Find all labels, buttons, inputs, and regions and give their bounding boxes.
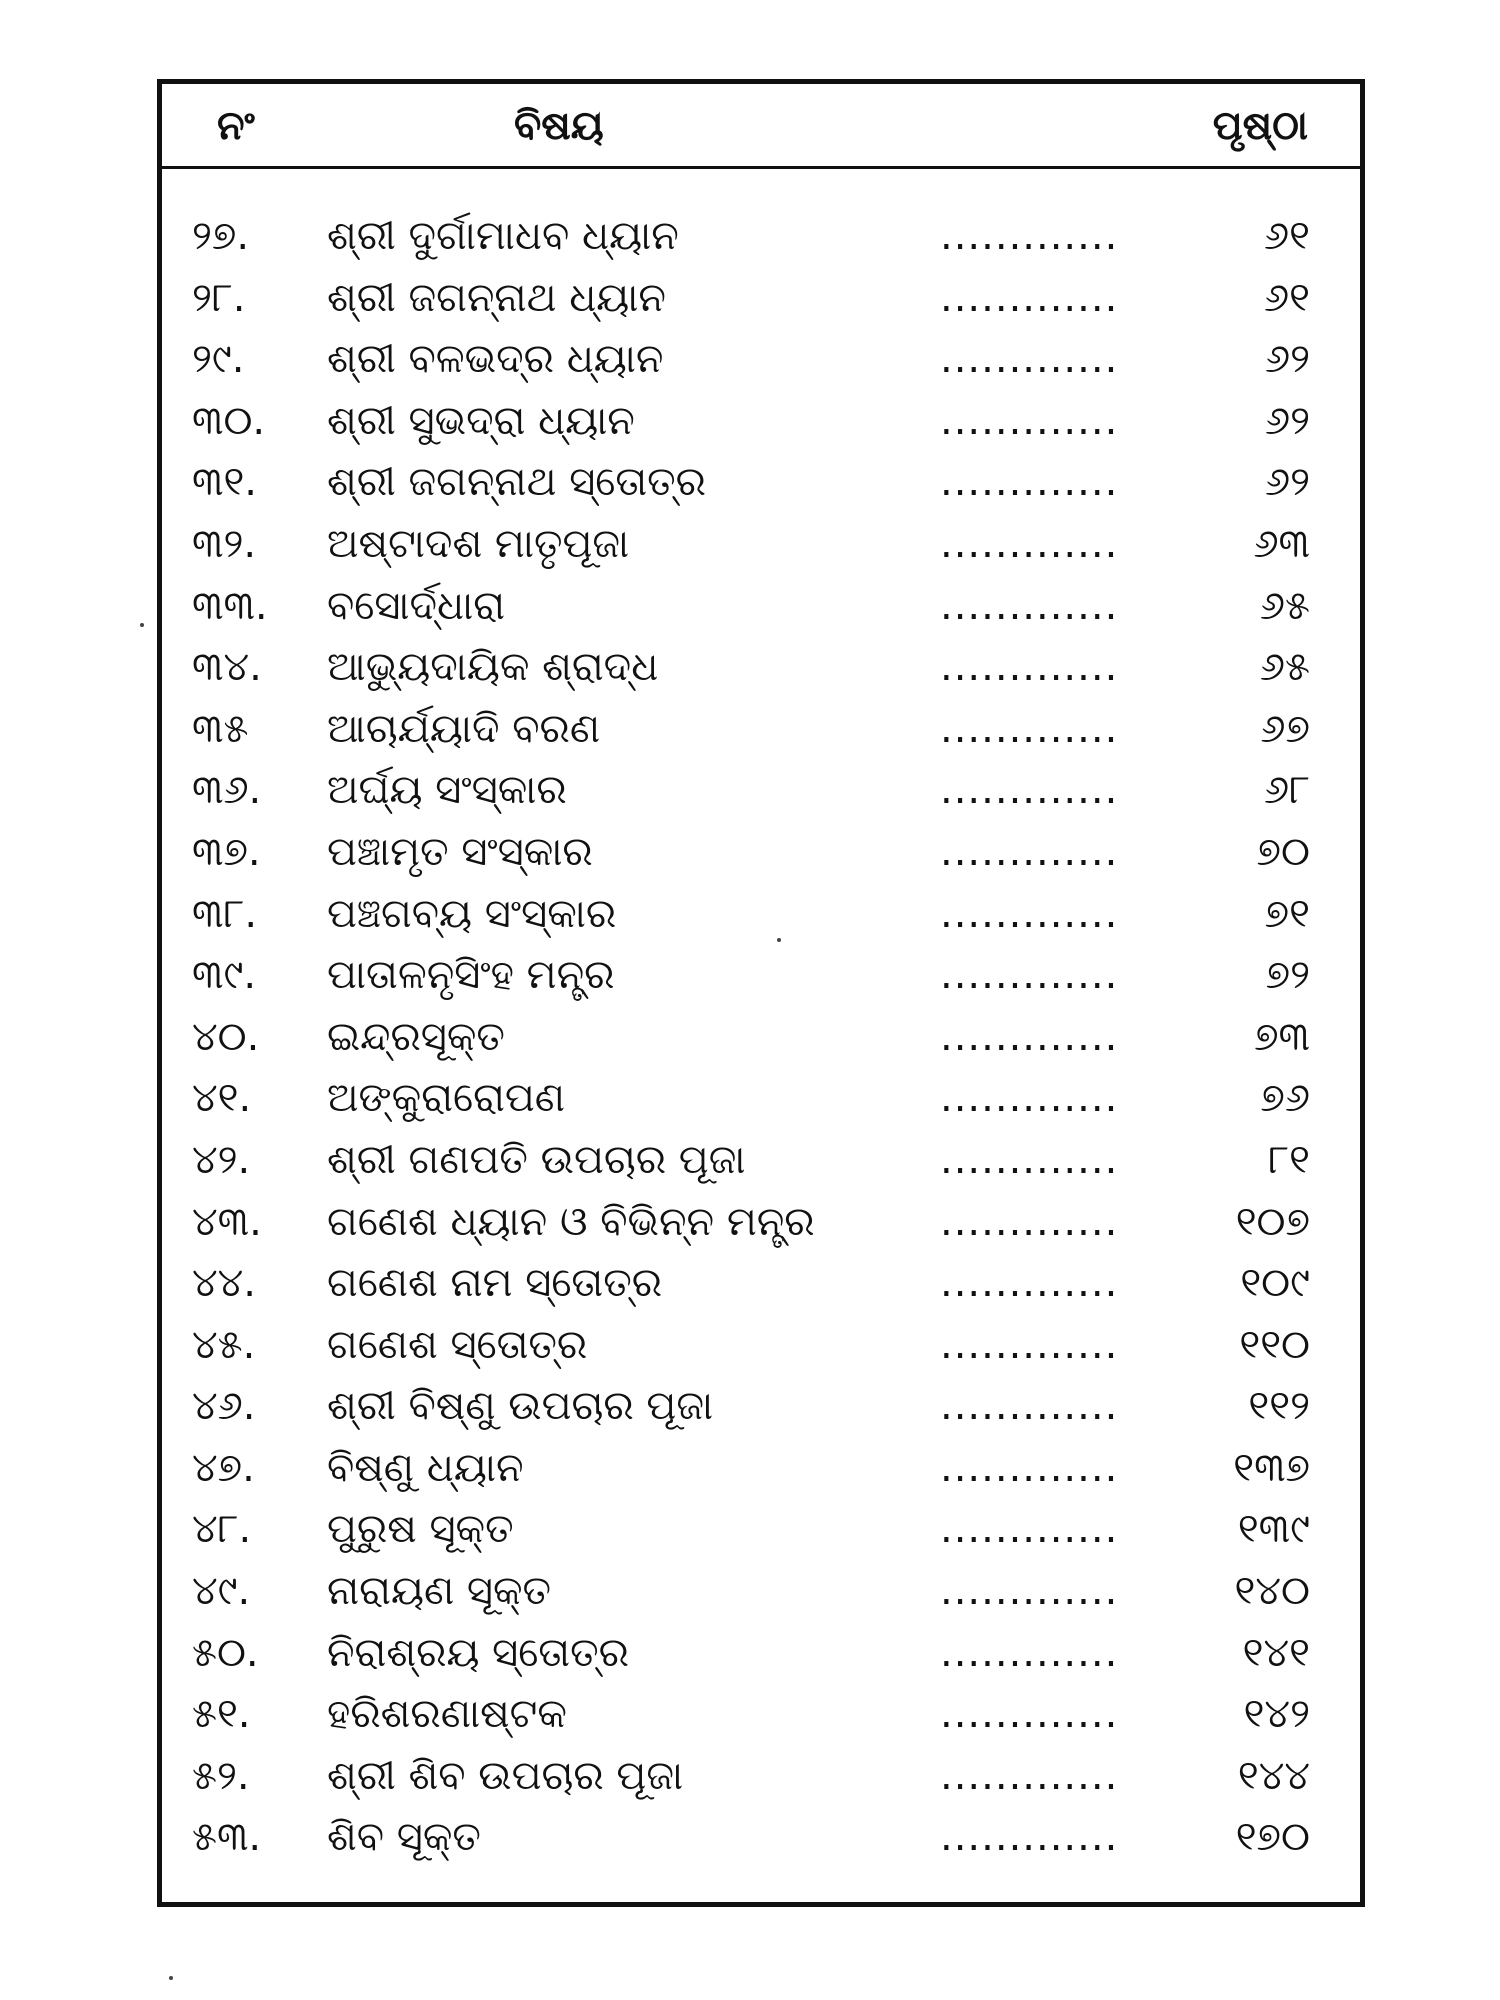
entry-number: ୩୪. (192, 644, 262, 691)
dot-leader: ............. (940, 1568, 1119, 1615)
entry-page: ୬୫ (1259, 644, 1310, 691)
entry-number: ୩୯. (192, 952, 257, 999)
entry-number: ୪୨. (192, 1136, 251, 1183)
dot-leader: ............. (940, 582, 1119, 629)
entry-page: ୬୧ (1264, 274, 1310, 321)
print-speck (777, 938, 781, 942)
entry-topic: ଗଣେଶ ଧ୍ୟାନ ଓ ବିଭିନ୍ନ ମନ୍ତ୍ର (327, 1198, 815, 1245)
entry-number: ୨୯. (192, 336, 245, 383)
contents-row (162, 329, 1360, 391)
entry-topic: ଆଚାର୍ଯ୍ୟାଦି ବରଣ (327, 705, 601, 752)
entry-topic: ନିରାଶ୍ରୟ ସ୍ତୋତ୍ର (327, 1629, 629, 1676)
dot-leader: ............. (940, 459, 1119, 506)
entry-number: ୪୪. (192, 1260, 256, 1307)
contents-row (162, 576, 1360, 638)
dot-leader: ............. (940, 1260, 1119, 1307)
entry-page: ୭୧ (1264, 890, 1310, 937)
contents-row (162, 1561, 1360, 1623)
entry-topic: ଶ୍ରୀ ବଳଭଦ୍ର ଧ୍ୟାନ (327, 336, 664, 383)
entry-number: ୪୦. (192, 1013, 260, 1060)
table-header (162, 84, 1360, 169)
dot-leader: ............. (940, 767, 1119, 814)
contents-row (162, 1192, 1360, 1254)
dot-leader: ............. (940, 644, 1119, 691)
entry-page: ୬୨ (1264, 336, 1310, 383)
entry-number: ୫୩. (192, 1814, 262, 1861)
entry-page: ୮୧ (1268, 1136, 1310, 1183)
contents-row (162, 1253, 1360, 1315)
entry-topic: ଅଙ୍କୁରାରୋପଣ (327, 1075, 566, 1122)
dot-leader: ............. (940, 828, 1119, 875)
entry-page: ୧୪୦ (1234, 1568, 1310, 1615)
entry-topic: ଅଷ୍ଟାଦଶ ମାତୃପୂଜା (327, 520, 630, 567)
entry-topic: ଶ୍ରୀ ବିଷ୍ଣୁ ଉପଚାର ପୂଜା (327, 1383, 714, 1430)
entry-page: ୭୬ (1260, 1075, 1310, 1122)
entry-topic: ଗଣେଶ ନାମ ସ୍ତୋତ୍ର (327, 1260, 663, 1307)
contents-row (162, 452, 1360, 514)
entry-topic: ଗଣେଶ ସ୍ତୋତ୍ର (327, 1321, 588, 1368)
entry-topic: ଅର୍ଘ୍ୟ ସଂସ୍କାର (327, 767, 567, 814)
entry-number: ୫୨. (192, 1752, 250, 1799)
entry-page: ୧୩୭ (1233, 1444, 1310, 1491)
entry-page: ୬୧ (1264, 213, 1310, 259)
entry-topic: ଶ୍ରୀ ଜଗନ୍ନାଥ ସ୍ତୋତ୍ର (327, 459, 706, 506)
entry-topic: ଶ୍ରୀ ସୁଭଦ୍ରା ଧ୍ୟାନ (327, 397, 635, 444)
dot-leader: ............. (940, 705, 1119, 752)
entry-number: ୨୮. (192, 274, 246, 321)
entry-number: ୫୦. (192, 1629, 259, 1676)
entry-topic: ପୁରୁଷ ସୂକ୍ତ (327, 1506, 514, 1553)
dot-leader: ............. (940, 890, 1119, 937)
entry-page: ୬୮ (1264, 767, 1310, 814)
header-topic: ବିଷୟ (514, 103, 604, 149)
dot-leader: ............. (940, 1321, 1119, 1368)
dot-leader: ............. (940, 1013, 1119, 1060)
header-number: ନଂ (217, 103, 255, 149)
contents-row (162, 1623, 1360, 1685)
contents-row (162, 1684, 1360, 1746)
entry-page: ୧୧୨ (1248, 1383, 1310, 1430)
entry-topic: ଆଭ୍ୟୁଦାୟିକ ଶ୍ରାଦ୍ଧ (327, 644, 659, 691)
contents-row (162, 884, 1360, 946)
contents-row (162, 760, 1360, 822)
dot-leader: ............. (940, 1506, 1119, 1553)
entry-topic: ପାତାଳନୃସିଂହ ମନ୍ତ୍ର (327, 952, 615, 999)
entry-number: ୪୩. (192, 1198, 262, 1245)
dot-leader: ............. (940, 1075, 1119, 1122)
contents-row (162, 1746, 1360, 1808)
contents-row (162, 206, 1360, 268)
entry-page: ୧୪୪ (1237, 1752, 1310, 1799)
entry-page: ୧୩୯ (1237, 1506, 1310, 1553)
entry-page: ୧୧୦ (1239, 1321, 1310, 1368)
entry-page: ୭୦ (1256, 828, 1310, 875)
entry-page: ୬୩ (1253, 520, 1310, 567)
entry-page: ୬୨ (1264, 459, 1310, 506)
entry-page: ୧୪୧ (1242, 1629, 1310, 1676)
entry-topic: ପଞ୍ଚଗବ୍ୟ ସଂସ୍କାର (327, 890, 617, 937)
contents-row (162, 1376, 1360, 1438)
entry-number: ୩୧. (192, 459, 257, 506)
entry-number: ୪୧. (192, 1075, 252, 1122)
entry-number: ୪୭. (192, 1444, 255, 1491)
contents-table-frame (157, 79, 1365, 1907)
entry-topic: ଶ୍ରୀ ଜଗନ୍ନାଥ ଧ୍ୟାନ (327, 274, 666, 321)
entry-topic: ବସୋର୍ଦ୍ଧାରା (327, 582, 506, 629)
entry-topic: ଶିବ ସୂକ୍ତ (327, 1814, 481, 1861)
entry-page: ୧୭୦ (1235, 1814, 1310, 1861)
entry-topic: ନାରାୟଣ ସୂକ୍ତ (327, 1568, 552, 1615)
dot-leader: ............. (940, 520, 1119, 567)
dot-leader: ............. (940, 952, 1119, 999)
entry-number: ୪୮. (192, 1506, 252, 1553)
dot-leader: ............. (940, 397, 1119, 444)
contents-row (162, 268, 1360, 330)
entry-page: ୧୦୯ (1240, 1260, 1310, 1307)
dot-leader: ............. (940, 1752, 1119, 1799)
contents-row (162, 822, 1360, 884)
contents-row (162, 391, 1360, 453)
entry-number: ୨୭. (192, 213, 250, 259)
contents-row (162, 1007, 1360, 1069)
dot-leader: ............. (940, 274, 1119, 321)
contents-row (162, 637, 1360, 699)
contents-row (162, 1807, 1360, 1869)
entry-page: ୬୫ (1259, 582, 1310, 629)
entry-page: ୬୨ (1264, 397, 1310, 444)
entry-topic: ବିଷ୍ଣୁ ଧ୍ୟାନ (327, 1444, 524, 1491)
contents-row (162, 699, 1360, 761)
dot-leader: ............. (940, 1444, 1119, 1491)
contents-row (162, 1068, 1360, 1130)
entry-number: ୩୬. (192, 767, 262, 814)
entry-number: ୪୯. (192, 1568, 251, 1615)
entry-number: ୪୫. (192, 1321, 256, 1368)
entry-number: ୩୭. (192, 828, 261, 875)
entry-number: ୩୫ (192, 705, 249, 752)
dot-leader: ............. (940, 1198, 1119, 1245)
contents-list (162, 206, 1360, 1869)
entry-number: ୪୬. (192, 1383, 256, 1430)
entry-page: ୭୨ (1265, 952, 1310, 999)
print-speck (140, 623, 144, 627)
contents-row (162, 1130, 1360, 1192)
dot-leader: ............. (940, 336, 1119, 383)
header-page: ପୃଷ୍ଠା (1212, 103, 1308, 149)
entry-page: ୭୩ (1254, 1013, 1310, 1060)
entry-number: ୩୮. (192, 890, 258, 937)
entry-page: ୬୭ (1260, 705, 1310, 752)
dot-leader: ............. (940, 1383, 1119, 1430)
contents-row (162, 514, 1360, 576)
entry-number: ୫୧. (192, 1691, 251, 1738)
contents-row (162, 1499, 1360, 1561)
entry-page: ୧୪୨ (1243, 1691, 1310, 1738)
entry-topic: ଶ୍ରୀ ଦୁର୍ଗାମାଧବ ଧ୍ୟାନ (327, 213, 679, 259)
entry-topic: ଶ୍ରୀ ଶିବ ଉପଚାର ପୂଜା (327, 1752, 684, 1799)
entry-number: ୩୨. (192, 520, 257, 567)
dot-leader: ............. (940, 1629, 1119, 1676)
contents-row (162, 1315, 1360, 1377)
dot-leader: ............. (940, 1136, 1119, 1183)
print-speck (169, 1976, 173, 1980)
dot-leader: ............. (940, 213, 1119, 259)
entry-topic: ଇନ୍ଦ୍ରସୂକ୍ତ (327, 1013, 505, 1060)
entry-topic: ହରିଶରଣାଷ୍ଟକ (327, 1691, 567, 1738)
entry-topic: ଶ୍ରୀ ଗଣପତି ଉପଚାର ପୂଜା (327, 1136, 746, 1183)
contents-row (162, 1438, 1360, 1500)
entry-number: ୩୦. (192, 397, 266, 444)
dot-leader: ............. (940, 1691, 1119, 1738)
contents-row (162, 945, 1360, 1007)
dot-leader: ............. (940, 1814, 1119, 1861)
entry-topic: ପଞ୍ଚାମୃତ ସଂସ୍କାର (327, 828, 593, 875)
entry-number: ୩୩. (192, 582, 268, 629)
entry-page: ୧୦୭ (1235, 1198, 1310, 1245)
